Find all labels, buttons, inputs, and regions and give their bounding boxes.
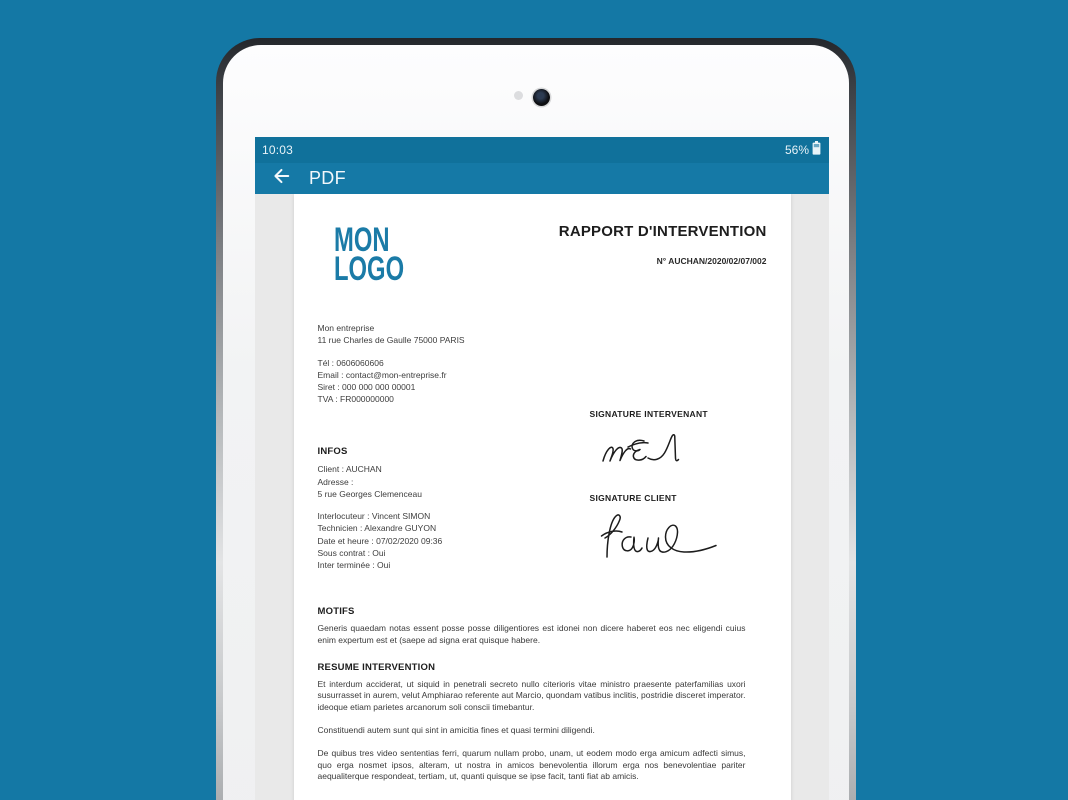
report-title: RAPPORT D'INTERVENTION: [558, 223, 767, 240]
report-header: [559, 223, 767, 266]
light-sensor-icon: [514, 91, 523, 100]
app-bar: [255, 163, 829, 194]
infos-datetime: Date et heure : 07/02/2020 09:36: [317, 535, 443, 546]
pdf-page: [294, 194, 791, 800]
device-screen: [255, 137, 829, 800]
status-battery: [785, 140, 822, 161]
company-tva: TVA : FR000000000: [317, 394, 394, 405]
motifs-paragraph: Generis quaedam notas essent posse posse diligentiores est idonei non dicere haberet eos nec eligendi cuius enim expertum est et (saepe ad signa erat quisque habere.: [317, 623, 746, 645]
company-address: 11 rue Charles de Gaulle 75000 PARIS: [317, 335, 465, 346]
signature-client-label: SIGNATURE CLIENT: [589, 493, 677, 503]
resume-paragraph-2: Constituendi autem sunt qui sint in amicitia fines et quasi termini diligendi.: [317, 724, 595, 735]
company-block: [318, 322, 465, 406]
signature-intervenant-label: SIGNATURE INTERVENANT: [589, 409, 708, 419]
logo-line-2: LOGO: [333, 250, 404, 289]
battery-percent: 56%: [784, 143, 809, 157]
company-logo: [333, 221, 434, 289]
infos-address-label: Adresse :: [317, 476, 354, 487]
app-bar-title: PDF: [309, 168, 346, 188]
motifs-heading: MOTIFS: [317, 606, 355, 617]
company-name: Mon entreprise: [317, 323, 375, 333]
logo-line-1: MON: [333, 221, 390, 259]
resume-heading: RESUME INTERVENTION: [317, 661, 436, 673]
status-bar: [255, 137, 829, 163]
infos-client: Client : AUCHAN: [317, 464, 382, 475]
resume-paragraph-1: Et interdum acciderat, ut siquid in penetrali secreto nullo citerioris vitae ministro praesente paterfamilias uxori susurrasset in aurem, velut Amphiarao referente aut Marcio, quondam vatibus inclitis, postridie disceret imperator. ideoque etiam parietes arcanorum soli conscii timebantur.: [317, 678, 746, 713]
front-camera-icon: [533, 89, 550, 106]
back-button[interactable]: [265, 163, 295, 194]
infos-heading: INFOS: [317, 446, 348, 457]
company-siret: Siret : 000 000 000 00001: [317, 382, 416, 393]
infos-sous-contrat: Sous contrat : Oui: [317, 548, 386, 559]
company-email: Email : contact@mon-entreprise.fr: [317, 369, 447, 380]
infos-address: 5 rue Georges Clemenceau: [317, 488, 422, 499]
company-phone: Tél : 0606060606: [317, 357, 384, 368]
status-time: 10:03: [262, 143, 294, 157]
infos-block: [318, 446, 443, 572]
report-reference-number: N° AUCHAN/2020/02/07/002: [656, 256, 767, 266]
signatures-block: [590, 409, 760, 561]
signature-intervenant-image: [598, 425, 708, 471]
back-arrow-icon: [269, 165, 291, 192]
pdf-viewer-scroll-area[interactable]: [255, 194, 829, 800]
battery-icon: [811, 140, 822, 161]
signature-client-image: [598, 509, 724, 561]
infos-technicien: Technicien : Alexandre GUYON: [317, 523, 437, 534]
infos-inter-terminee: Inter terminée : Oui: [317, 560, 391, 571]
tablet-device-frame: [216, 38, 856, 800]
resume-paragraph-3: De quibus tres video sententias ferri, quarum nullam probo, unam, ut eodem modo erga amicum adfecti simus, quo erga nosmet ipsos, alteram, ut nostra in amicos benevolentia illorum erga nos benevolentiae pariter aequaliterque respondeat, tertiam, ut, quanti quisque se ipse facit, tanti fiat ab amicis.: [317, 747, 746, 782]
tablet-bezel: [223, 45, 849, 800]
infos-interlocuteur: Interlocuteur : Vincent SIMON: [317, 511, 431, 522]
report-body: [318, 606, 767, 783]
